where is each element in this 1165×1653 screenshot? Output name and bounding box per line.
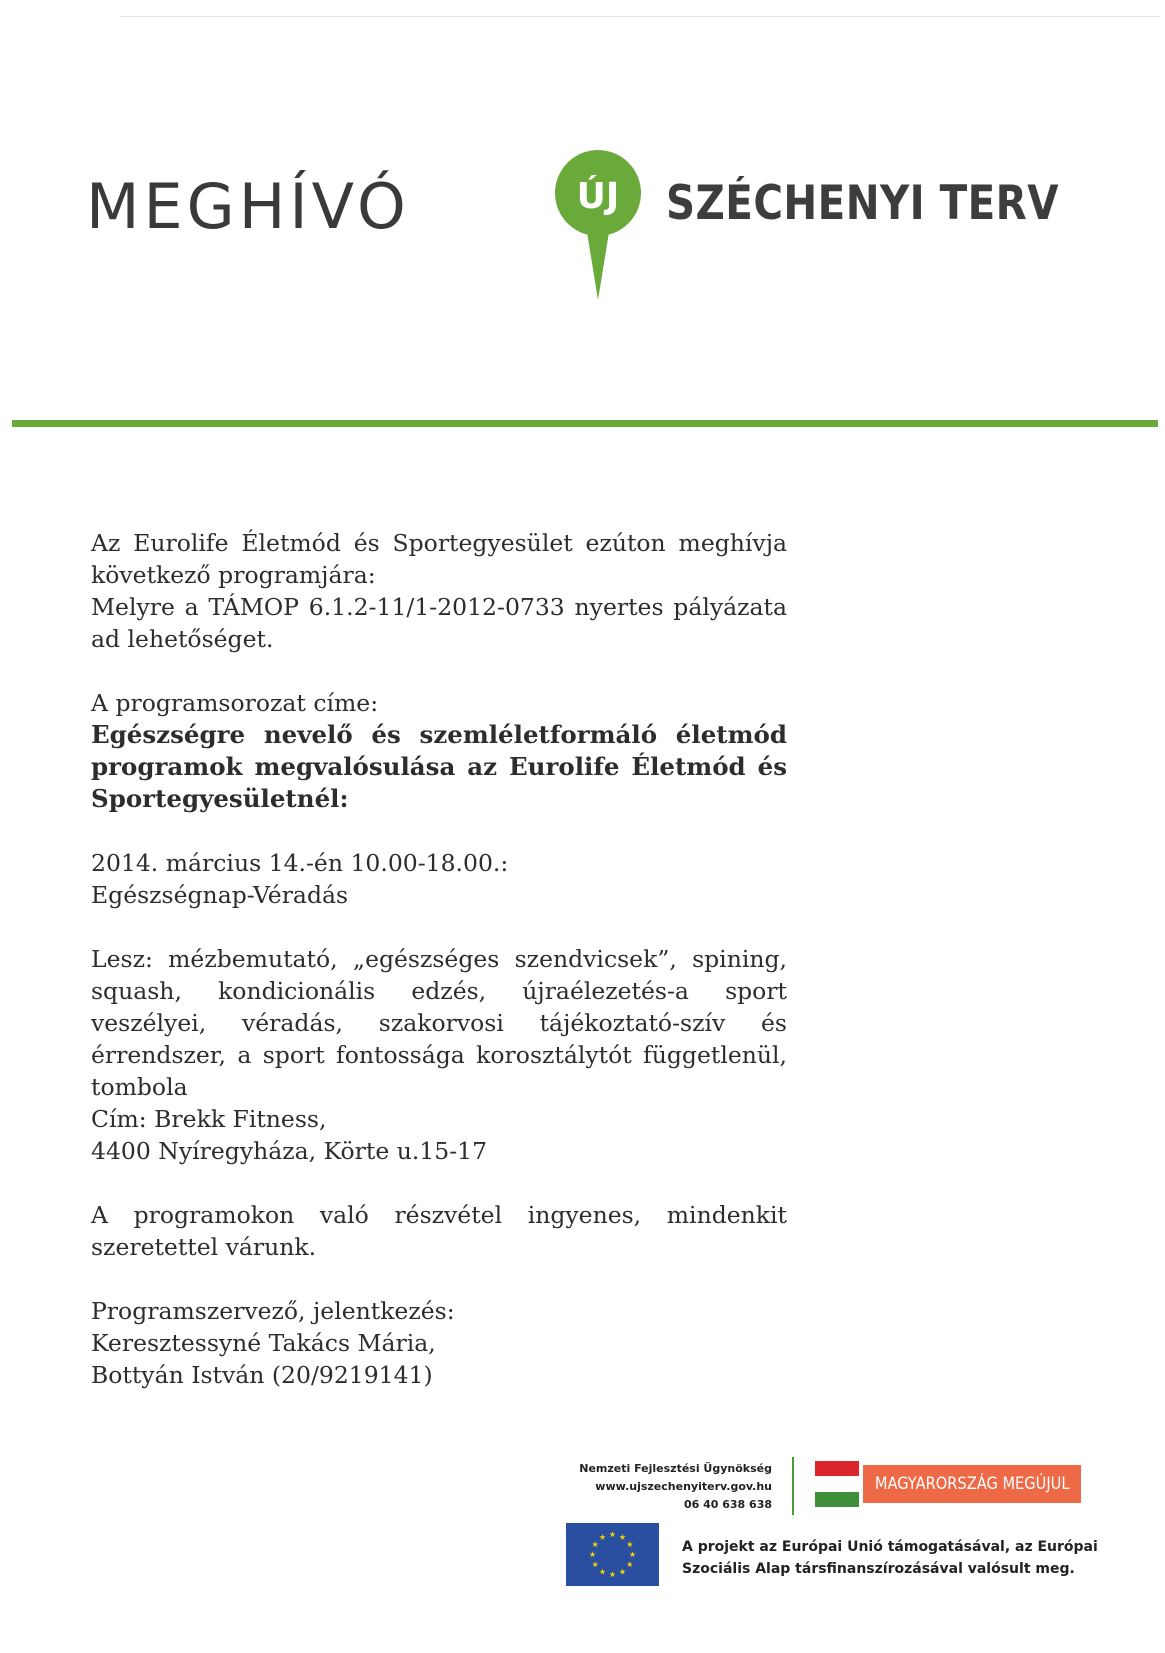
series-title-line: Sportegyesületnél: [91,784,349,813]
invitation-body [91,527,787,1391]
magyarorszag-megujul-badge [863,1465,1081,1503]
top-edge-rule [120,16,1160,17]
intro-line: ad lehetőséget. [91,625,274,653]
badge-text: MAGYARORSZÁG MEGÚJUL [874,1474,1070,1494]
intro-line: Az Eurolife Életmód és Sportegyesület ezúton meghívja [91,529,787,557]
program-line: tombola [91,1073,188,1101]
intro-line: következő programjára: [91,561,376,589]
organizer-line: Programszervező, jelentkezés: [91,1297,455,1325]
organizer-line: Bottyán István (20/9219141) [91,1361,433,1389]
eu-flag-icon [566,1523,659,1586]
eu-note-line: A projekt az Európai Unió támogatásával, az Európai [682,1539,1098,1555]
program-line: érrendszer, a sport fontossága korosztálytót függetlenül, [91,1041,787,1069]
series-title-line: programok megvalósulása az Eurolife Életmód és [91,752,787,781]
footer-divider [792,1457,794,1515]
logo-wordmark: SZÉCHENYI TERV [666,176,1059,231]
intro-line: Melyre a TÁMOP 6.1.2-11/1-2012-0733 nyertes pályázata [91,593,787,621]
program-line: Lesz: mézbemutató, „egészséges szendvicsek”, spining, [91,945,787,973]
closing-line: szeretettel várunk. [91,1233,317,1261]
eu-note-line: Szociális Alap társfinanszírozásával valósult meg. [682,1561,1075,1577]
agency-name: Nemzeti Fejlesztési Ügynökség [579,1462,772,1475]
event-name: Egészségnap-Véradás [91,881,349,909]
agency-phone: 06 40 638 638 [683,1498,772,1511]
series-title-line: Egészségre nevelő és szemléletformáló életmód [91,720,787,749]
event-date: 2014. március 14.-én 10.00-18.00.: [91,849,509,877]
logo-badge-text: ÚJ [576,176,620,217]
page-title: MEGHÍVÓ [86,170,410,243]
address-line: Cím: Brekk Fitness, [91,1105,327,1133]
address-line: 4400 Nyíregyháza, Körte u.15-17 [91,1137,488,1165]
hungarian-flag-icon [815,1461,859,1507]
agency-url: www.ujszechenyiterv.gov.hu [595,1480,772,1493]
series-label: A programsorozat címe: [91,689,379,717]
program-line: veszélyei, véradás, szakorvosi tájékoztató-szív és [91,1009,787,1037]
closing-line: A programokon való részvétel ingyenes, mindenkit [91,1201,787,1229]
uj-szechenyi-pin-logo [555,150,641,306]
program-line: squash, kondicionális edzés, újraélezetés-a sport [91,977,787,1005]
eu-support-note [682,1536,1102,1580]
organizer-line: Keresztessyné Takács Mária, [91,1329,436,1357]
green-divider-bar [12,420,1158,427]
agency-info [530,1460,772,1514]
